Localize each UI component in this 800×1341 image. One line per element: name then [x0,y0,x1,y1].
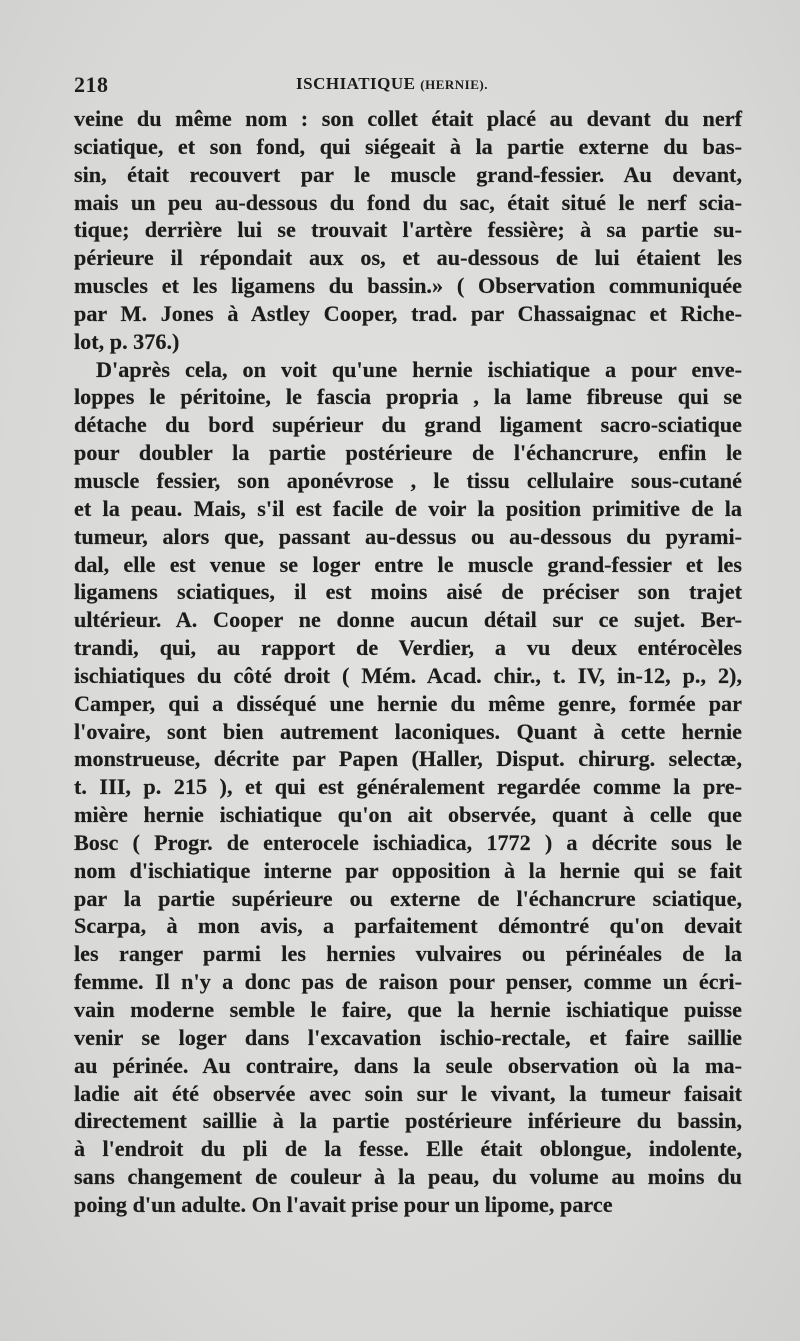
text-line: ultérieur. A. Cooper ne donne aucun détail sur ce sujet. Ber- [74,607,742,633]
text-line: Camper, qui a disséqué une hernie du même genre, formée par [74,690,742,716]
page-number: 218 [74,72,109,97]
text-line: trandi, qui, au rapport de Verdier, a vu deux entérocèles [74,635,742,661]
running-head [296,74,488,94]
text-line: venir se loger dans l'excavation ischio-rectale, et faire saillie [74,1024,742,1050]
text-line: ischiatiques du côté droit ( Mém. Acad. chir., t. IV, in-12, p., 2), [74,662,742,688]
text-line: vain moderne semble le faire, que la hernie ischiatique puisse [74,997,742,1022]
text-line: tique; derrière lui se trouvait l'artère fessière; à sa partie su- [74,217,742,243]
body-text [74,105,742,1219]
text-line: monstrueuse, décrite par Papen (Haller, Disput. chirurg. selectæ, [74,746,742,772]
text-line: sciatique, et son fond, qui siégeait à la partie externe du bas- [74,133,742,159]
text-line: par M. Jones à Astley Cooper, trad. par Chassaignac et Riche- [74,300,742,326]
text-line: Scarpa, à mon avis, a parfaitement démontré qu'on devait [74,913,742,939]
text-line: Bosc ( Progr. de enterocele ischiadica, 1772 ) a décrite sous le [74,829,742,855]
text-line: sans changement de couleur à la peau, du volume au moins du [74,1164,742,1190]
text-line: au périnée. Au contraire, dans la seule observation où la ma- [74,1052,742,1078]
text-line: muscle fessier, son aponévrose , le tissu cellulaire sous-cutané [74,467,742,493]
text-line: périeure il répondait aux os, et au-dessous de lui étaient les [74,245,742,271]
running-head-subtitle: (HERNIE). [420,77,488,92]
page-header [74,72,742,102]
text-line: mière hernie ischiatique qu'on ait observée, quant à celle que [74,802,742,828]
text-line: à l'endroit du pli de la fesse. Elle était oblongue, indolente, [74,1136,742,1162]
text-line: D'après cela, on voit qu'une hernie ischiatique a pour enve- [96,356,742,382]
text-line: t. III, p. 215 ), et qui est généralement regardée comme la pre- [74,774,742,800]
text-line: lot, p. 376.) [74,328,180,354]
text-line: détache du bord supérieur du grand ligament sacro-sciatique [74,412,742,438]
text-line: ligamens sciatiques, il est moins aisé de préciser son trajet [74,579,742,605]
text-line: et la peau. Mais, s'il est facile de voir la position primitive de la [74,495,742,521]
text-line: nom d'ischiatique interne par opposition à la hernie qui se fait [74,857,742,883]
text-line: muscles et les ligamens du bassin.» ( Observation communiquée [74,273,742,299]
text-line: par la partie supérieure ou externe de l'échancrure sciatique, [74,885,742,911]
text-line: les ranger parmi les hernies vulvaires ou périnéales de la [74,941,742,967]
text-line: directement saillie à la partie postérieure inférieure du bassin, [74,1108,742,1134]
text-line: poing d'un adulte. On l'avait prise pour un lipome, parce [74,1191,613,1217]
text-line: tumeur, alors que, passant au-dessus ou au-dessous du pyrami- [74,523,742,549]
text-line: pour doubler la partie postérieure de l'échancrure, enfin le [74,440,742,466]
text-line: dal, elle est venue se loger entre le muscle grand-fessier et les [74,551,742,577]
text-line: sin, était recouvert par le muscle grand-fessier. Au devant, [74,161,742,187]
text-line: mais un peu au-dessous du fond du sac, était situé le nerf scia- [74,189,742,215]
text-line: veine du même nom : son collet était placé au devant du nerf [74,106,742,131]
text-line: ladie ait été observée avec soin sur le vivant, la tumeur faisait [74,1080,742,1106]
text-line: femme. Il n'y a donc pas de raison pour penser, comme un écri- [74,969,742,995]
text-line: l'ovaire, sont bien autrement laconiques. Quant à cette hernie [74,718,742,744]
running-head-title: ISCHIATIQUE [296,74,416,93]
text-line: loppes le péritoine, le fascia propria , la lame fibreuse qui se [74,384,742,410]
